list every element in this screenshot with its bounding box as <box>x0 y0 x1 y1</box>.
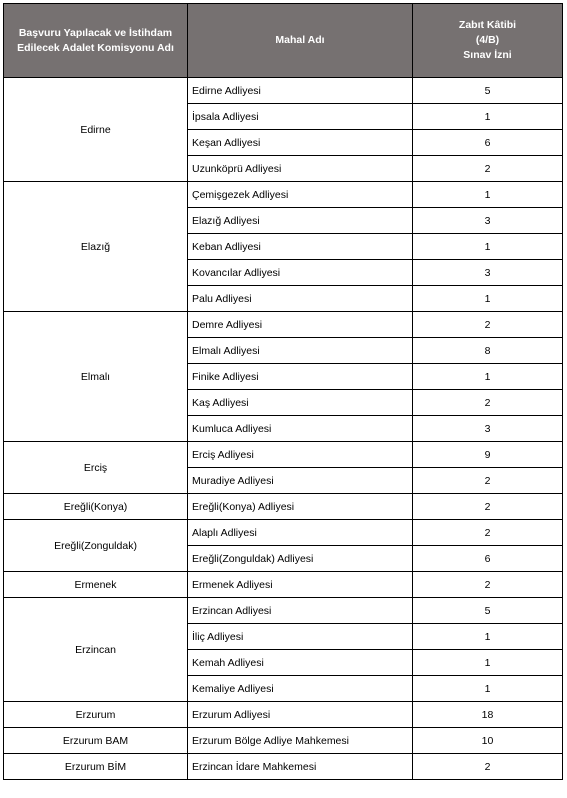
place-cell: Erzurum Bölge Adliye Mahkemesi <box>188 728 413 754</box>
place-cell: Keban Adliyesi <box>188 234 413 260</box>
quota-cell: 2 <box>413 312 563 338</box>
place-cell: Erzincan İdare Mahkemesi <box>188 754 413 780</box>
quota-cell: 2 <box>413 390 563 416</box>
table-row <box>4 572 563 598</box>
commission-cell: Elazığ <box>4 182 188 312</box>
place-cell: İliç Adliyesi <box>188 624 413 650</box>
quota-cell: 1 <box>413 286 563 312</box>
table-body <box>4 78 563 780</box>
quota-cell: 5 <box>413 78 563 104</box>
place-cell: Elmalı Adliyesi <box>188 338 413 364</box>
table-row <box>4 702 563 728</box>
quota-cell: 2 <box>413 572 563 598</box>
quota-cell: 1 <box>413 650 563 676</box>
place-cell: Finike Adliyesi <box>188 364 413 390</box>
quota-cell: 3 <box>413 416 563 442</box>
quota-cell: 1 <box>413 234 563 260</box>
place-cell: Palu Adliyesi <box>188 286 413 312</box>
quota-cell: 5 <box>413 598 563 624</box>
quota-table <box>3 3 563 780</box>
place-cell: Erciş Adliyesi <box>188 442 413 468</box>
place-cell: Demre Adliyesi <box>188 312 413 338</box>
table-row <box>4 78 563 104</box>
header-commission: Başvuru Yapılacak ve İstihdam Edilecek Adalet Komisyonu Adı <box>4 4 188 78</box>
place-cell: Kovancılar Adliyesi <box>188 260 413 286</box>
quota-cell: 1 <box>413 182 563 208</box>
commission-cell: Erzurum <box>4 702 188 728</box>
place-cell: Ereğli(Konya) Adliyesi <box>188 494 413 520</box>
document-page <box>3 3 563 780</box>
quota-cell: 1 <box>413 104 563 130</box>
place-cell: Erzurum Adliyesi <box>188 702 413 728</box>
commission-cell: Erzurum BAM <box>4 728 188 754</box>
quota-cell: 2 <box>413 468 563 494</box>
table-row <box>4 312 563 338</box>
place-cell: Kemah Adliyesi <box>188 650 413 676</box>
place-cell: Kemaliye Adliyesi <box>188 676 413 702</box>
header-row <box>4 4 563 78</box>
place-cell: Edirne Adliyesi <box>188 78 413 104</box>
commission-cell: Edirne <box>4 78 188 182</box>
place-cell: Çemişgezek Adliyesi <box>188 182 413 208</box>
table-row <box>4 442 563 468</box>
place-cell: Ereğli(Zonguldak) Adliyesi <box>188 546 413 572</box>
quota-cell: 8 <box>413 338 563 364</box>
quota-cell: 6 <box>413 546 563 572</box>
place-cell: Erzincan Adliyesi <box>188 598 413 624</box>
commission-cell: Ereğli(Konya) <box>4 494 188 520</box>
quota-cell: 1 <box>413 364 563 390</box>
table-row <box>4 754 563 780</box>
quota-cell: 2 <box>413 494 563 520</box>
quota-cell: 3 <box>413 260 563 286</box>
commission-cell: Erzincan <box>4 598 188 702</box>
quota-cell: 6 <box>413 130 563 156</box>
table-row <box>4 598 563 624</box>
place-cell: Kaş Adliyesi <box>188 390 413 416</box>
commission-cell: Erzurum BİM <box>4 754 188 780</box>
commission-cell: Ermenek <box>4 572 188 598</box>
quota-cell: 1 <box>413 624 563 650</box>
place-cell: Muradiye Adliyesi <box>188 468 413 494</box>
commission-cell: Elmalı <box>4 312 188 442</box>
place-cell: Kumluca Adliyesi <box>188 416 413 442</box>
place-cell: İpsala Adliyesi <box>188 104 413 130</box>
header-place: Mahal Adı <box>188 4 413 78</box>
place-cell: Keşan Adliyesi <box>188 130 413 156</box>
table-row <box>4 494 563 520</box>
quota-cell: 10 <box>413 728 563 754</box>
table-row <box>4 728 563 754</box>
commission-cell: Ereğli(Zonguldak) <box>4 520 188 572</box>
place-cell: Elazığ Adliyesi <box>188 208 413 234</box>
table-row <box>4 520 563 546</box>
header-quota: Zabıt Kâtibi (4/B) Sınav İzni <box>413 4 563 78</box>
place-cell: Ermenek Adliyesi <box>188 572 413 598</box>
table-row <box>4 182 563 208</box>
quota-cell: 9 <box>413 442 563 468</box>
quota-cell: 2 <box>413 156 563 182</box>
quota-cell: 18 <box>413 702 563 728</box>
quota-cell: 2 <box>413 520 563 546</box>
quota-cell: 3 <box>413 208 563 234</box>
place-cell: Uzunköprü Adliyesi <box>188 156 413 182</box>
place-cell: Alaplı Adliyesi <box>188 520 413 546</box>
quota-cell: 1 <box>413 676 563 702</box>
quota-cell: 2 <box>413 754 563 780</box>
commission-cell: Erciş <box>4 442 188 494</box>
